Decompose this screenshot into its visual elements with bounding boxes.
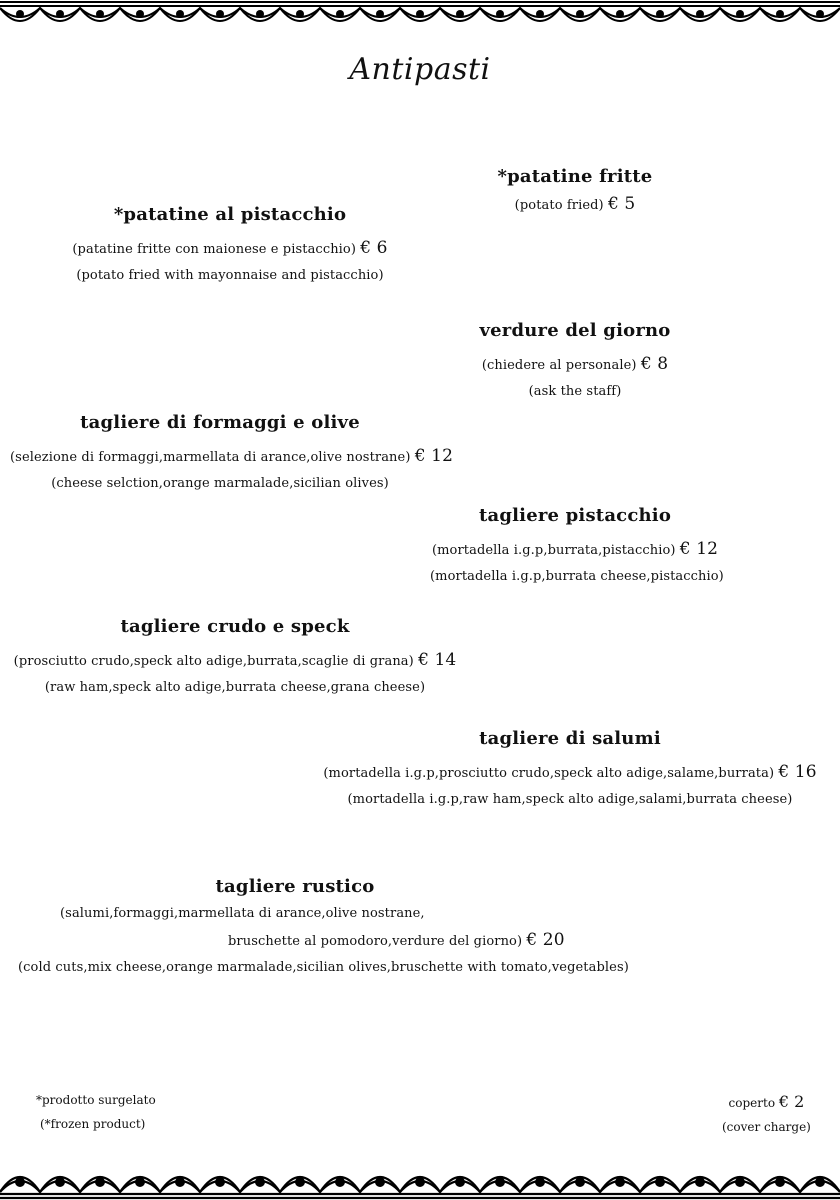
cover-charge-price: € 2 xyxy=(778,1092,805,1111)
ornamental-border-top xyxy=(0,0,840,36)
item-name: tagliere di formaggi e olive xyxy=(80,412,360,433)
item-translation: (ask the staff) xyxy=(528,384,622,399)
item-description: (mortadella i.g.p,prosciutto crudo,speck alto adige,salame,burrata) xyxy=(323,766,775,781)
menu-item-tagliere-pistacchio xyxy=(430,505,724,590)
menu-item-patatine-pistacchio xyxy=(40,204,420,289)
item-translation: (cold cuts,mix cheese,orange marmalade,sicilian olives,bruschette with tomato,vegetables) xyxy=(18,960,629,975)
cover-charge xyxy=(722,1090,811,1139)
menu-item-rustico xyxy=(0,876,629,981)
item-description-line-2: bruschette al pomodoro,verdure del giorno) xyxy=(228,934,523,949)
item-name: tagliere crudo e speck xyxy=(120,616,350,637)
item-name: *patatine fritte xyxy=(497,166,653,187)
item-price: € 12 xyxy=(679,539,719,559)
item-description: (prosciutto crudo,speck alto adige,burrata,scaglie di grana) xyxy=(13,654,414,669)
ornamental-border-bottom xyxy=(0,1154,840,1200)
menu-item-patatine-fritte xyxy=(460,166,690,219)
item-name: verdure del giorno xyxy=(479,320,671,341)
item-translation: (cheese selction,orange marmalade,sicilian olives) xyxy=(51,476,389,491)
cover-charge-en: (cover charge) xyxy=(722,1120,811,1134)
item-name: tagliere di salumi xyxy=(479,728,661,749)
frozen-note-it: *prodotto surgelato xyxy=(36,1093,156,1107)
menu-item-crudo-speck xyxy=(10,616,460,701)
menu-item-salumi xyxy=(310,728,830,813)
menu-item-verdure xyxy=(450,320,700,405)
item-name: tagliere rustico xyxy=(215,876,375,897)
item-description: (chiedere al personale) xyxy=(481,358,637,373)
item-description: (patatine fritte con maionese e pistacchio) xyxy=(72,242,357,257)
item-translation: (raw ham,speck alto adige,burrata cheese,grana cheese) xyxy=(44,680,426,695)
item-price: € 6 xyxy=(360,238,388,258)
item-name: tagliere pistacchio xyxy=(478,505,672,526)
item-price: € 8 xyxy=(640,354,669,374)
item-price: € 16 xyxy=(778,762,817,782)
item-name: *patatine al pistacchio xyxy=(113,204,347,225)
item-translation: (mortadella i.g.p,burrata cheese,pistacchio) xyxy=(430,569,724,584)
item-price: € 12 xyxy=(414,446,453,466)
item-description-line-1: (salumi,formaggi,marmellata di arance,olive nostrane, xyxy=(60,906,425,921)
item-price: € 20 xyxy=(526,930,565,950)
cover-charge-label: coperto xyxy=(728,1096,776,1110)
item-description: (selezione di formaggi,marmellata di arance,olive nostrane) xyxy=(10,450,411,465)
menu-item-formaggi xyxy=(10,412,453,497)
item-description: (potato fried) xyxy=(514,198,604,213)
item-translation: (potato fried with mayonnaise and pistacchio) xyxy=(76,268,384,283)
page-title: Antipasti xyxy=(349,52,491,87)
item-description: (mortadella i.g.p,burrata,pistacchio) xyxy=(431,543,676,558)
frozen-note-en: (*frozen product) xyxy=(40,1117,146,1131)
item-price: € 5 xyxy=(607,194,636,214)
item-translation: (mortadella i.g.p,raw ham,speck alto adige,salami,burrata cheese) xyxy=(347,792,793,807)
frozen-note xyxy=(36,1088,156,1136)
item-price: € 14 xyxy=(418,650,457,670)
